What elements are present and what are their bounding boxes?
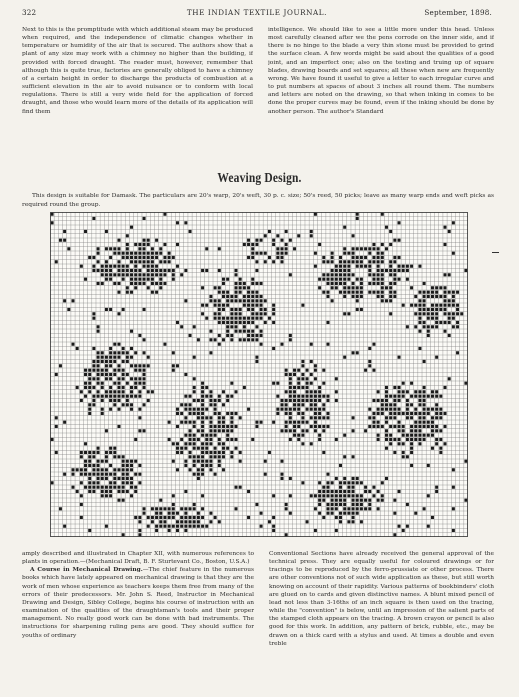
weave-grid bbox=[50, 212, 468, 537]
paragraph-drawing-pens: intelligence. We should like to see a little more under this head. Unless most carefully cleaned after we the pens corrode on the inner side, and if there is no hinge to the blade a very thin stone must be provided to grind the surface clean. A few words might be said about the qualities of a good joint, and an imperfect one; also on the testing and truing up of square blades, drawing boards and set squares; all these when new are frequently wrong. We have found it useful to give a letter to each irregular curve and to put numbers at spaces of about 3 inches all round them. The numbers and letters are noted on the drawing, so that when inking in comes to be done the proper curves may be found, even if the inking should be done by another person. The author's Standard bbox=[268, 27, 494, 115]
journal-title: THE INDIAN TEXTILE JOURNAL. bbox=[186, 8, 328, 17]
review-subheading: A Course in Mechanical Drawing. bbox=[30, 567, 143, 574]
section-title: Weaving Design. bbox=[217, 170, 302, 185]
page-number: 322 bbox=[22, 8, 37, 17]
article-column-bottom-right bbox=[269, 550, 494, 690]
page-header bbox=[22, 8, 492, 20]
article-column-bottom-left bbox=[22, 550, 254, 690]
paragraph-conventions: Conventional Sections have already received the general approval of the technical press. They are equally useful for coloured drawings or for tracings to be reproduced by the ferro-prussiate or other process. There are other conventions not of such wide application as these, but still worth knowing on account of their rapidity. Various patterns of bookbinders' cloth are glued on to cards and given distinctive names. A blunt mixed pencil of lead not less than 3-16ths of an inch square is then used on the tracing, while the "convention" is below, until an impression of the salient parts of the stamped cloth appears on the tracing. A brown crayon or pencil is also good for this work. In addition, any pattern of brick, rubble, etc., may be drawn on a thick card with a stylus and used. At times a double and even treble bbox=[269, 551, 494, 647]
weaving-design-figure bbox=[50, 212, 468, 541]
paragraph-drawing-course bbox=[22, 566, 254, 639]
article-column-top-left bbox=[22, 26, 253, 171]
article-column-top-right bbox=[268, 26, 494, 171]
weaving-design-caption: This design is suitable for Damask. The particulars are 20's warp, 20's weft, 30 p. c. size; 50's reed, 50 picks; leave as many warp ends and weft picks as required round the group. bbox=[22, 193, 494, 208]
margin-mark bbox=[492, 252, 499, 253]
issue-date: September, 1898. bbox=[424, 8, 492, 17]
paragraph-reference: amply described and illustrated in Chapter XII, with numerous references to plants in operation.—(Mechanical Draft, B. F. Sturtevant Co., Boston, U.S.A.) bbox=[22, 551, 254, 566]
review-body: —The chief feature in the numerous books which have lately appeared on mechanical drawing is that they are the work of men whose experience as teachers keeps them free from many of the errors of their predecessors. Mr. John S. Reed, Instructor in Mechanical Drawing and Design, Sibley College, begins his course of instruction with an examination of the qualities of the draughtsman's tools and their proper management. No really good work can be done with bad instruments. The instructions for sharpening ruling pens are good. They should suffice for youths of ordinary bbox=[22, 567, 254, 639]
weave-grid-lines bbox=[50, 212, 468, 537]
paragraph-forced-draught: Next to this is the promptitude with which additional steam may be produced when required, and the independence of climatic changes whether in temperature or humidity of the air that is secured. The authors show that a plant of any size may work with a chimney no higher than the building, if provided with forced draught. The reader must, however, remember that although this is quite true, factories are generally obliged to have a chimney of a certain height in order to discharge the products of combustion at a sufficient elevation in the air to avoid nuisance or to conform with local regulations. There is still a very wide field for the application of forced draught, and those who would learn more of the details of its application will find them bbox=[22, 27, 253, 115]
